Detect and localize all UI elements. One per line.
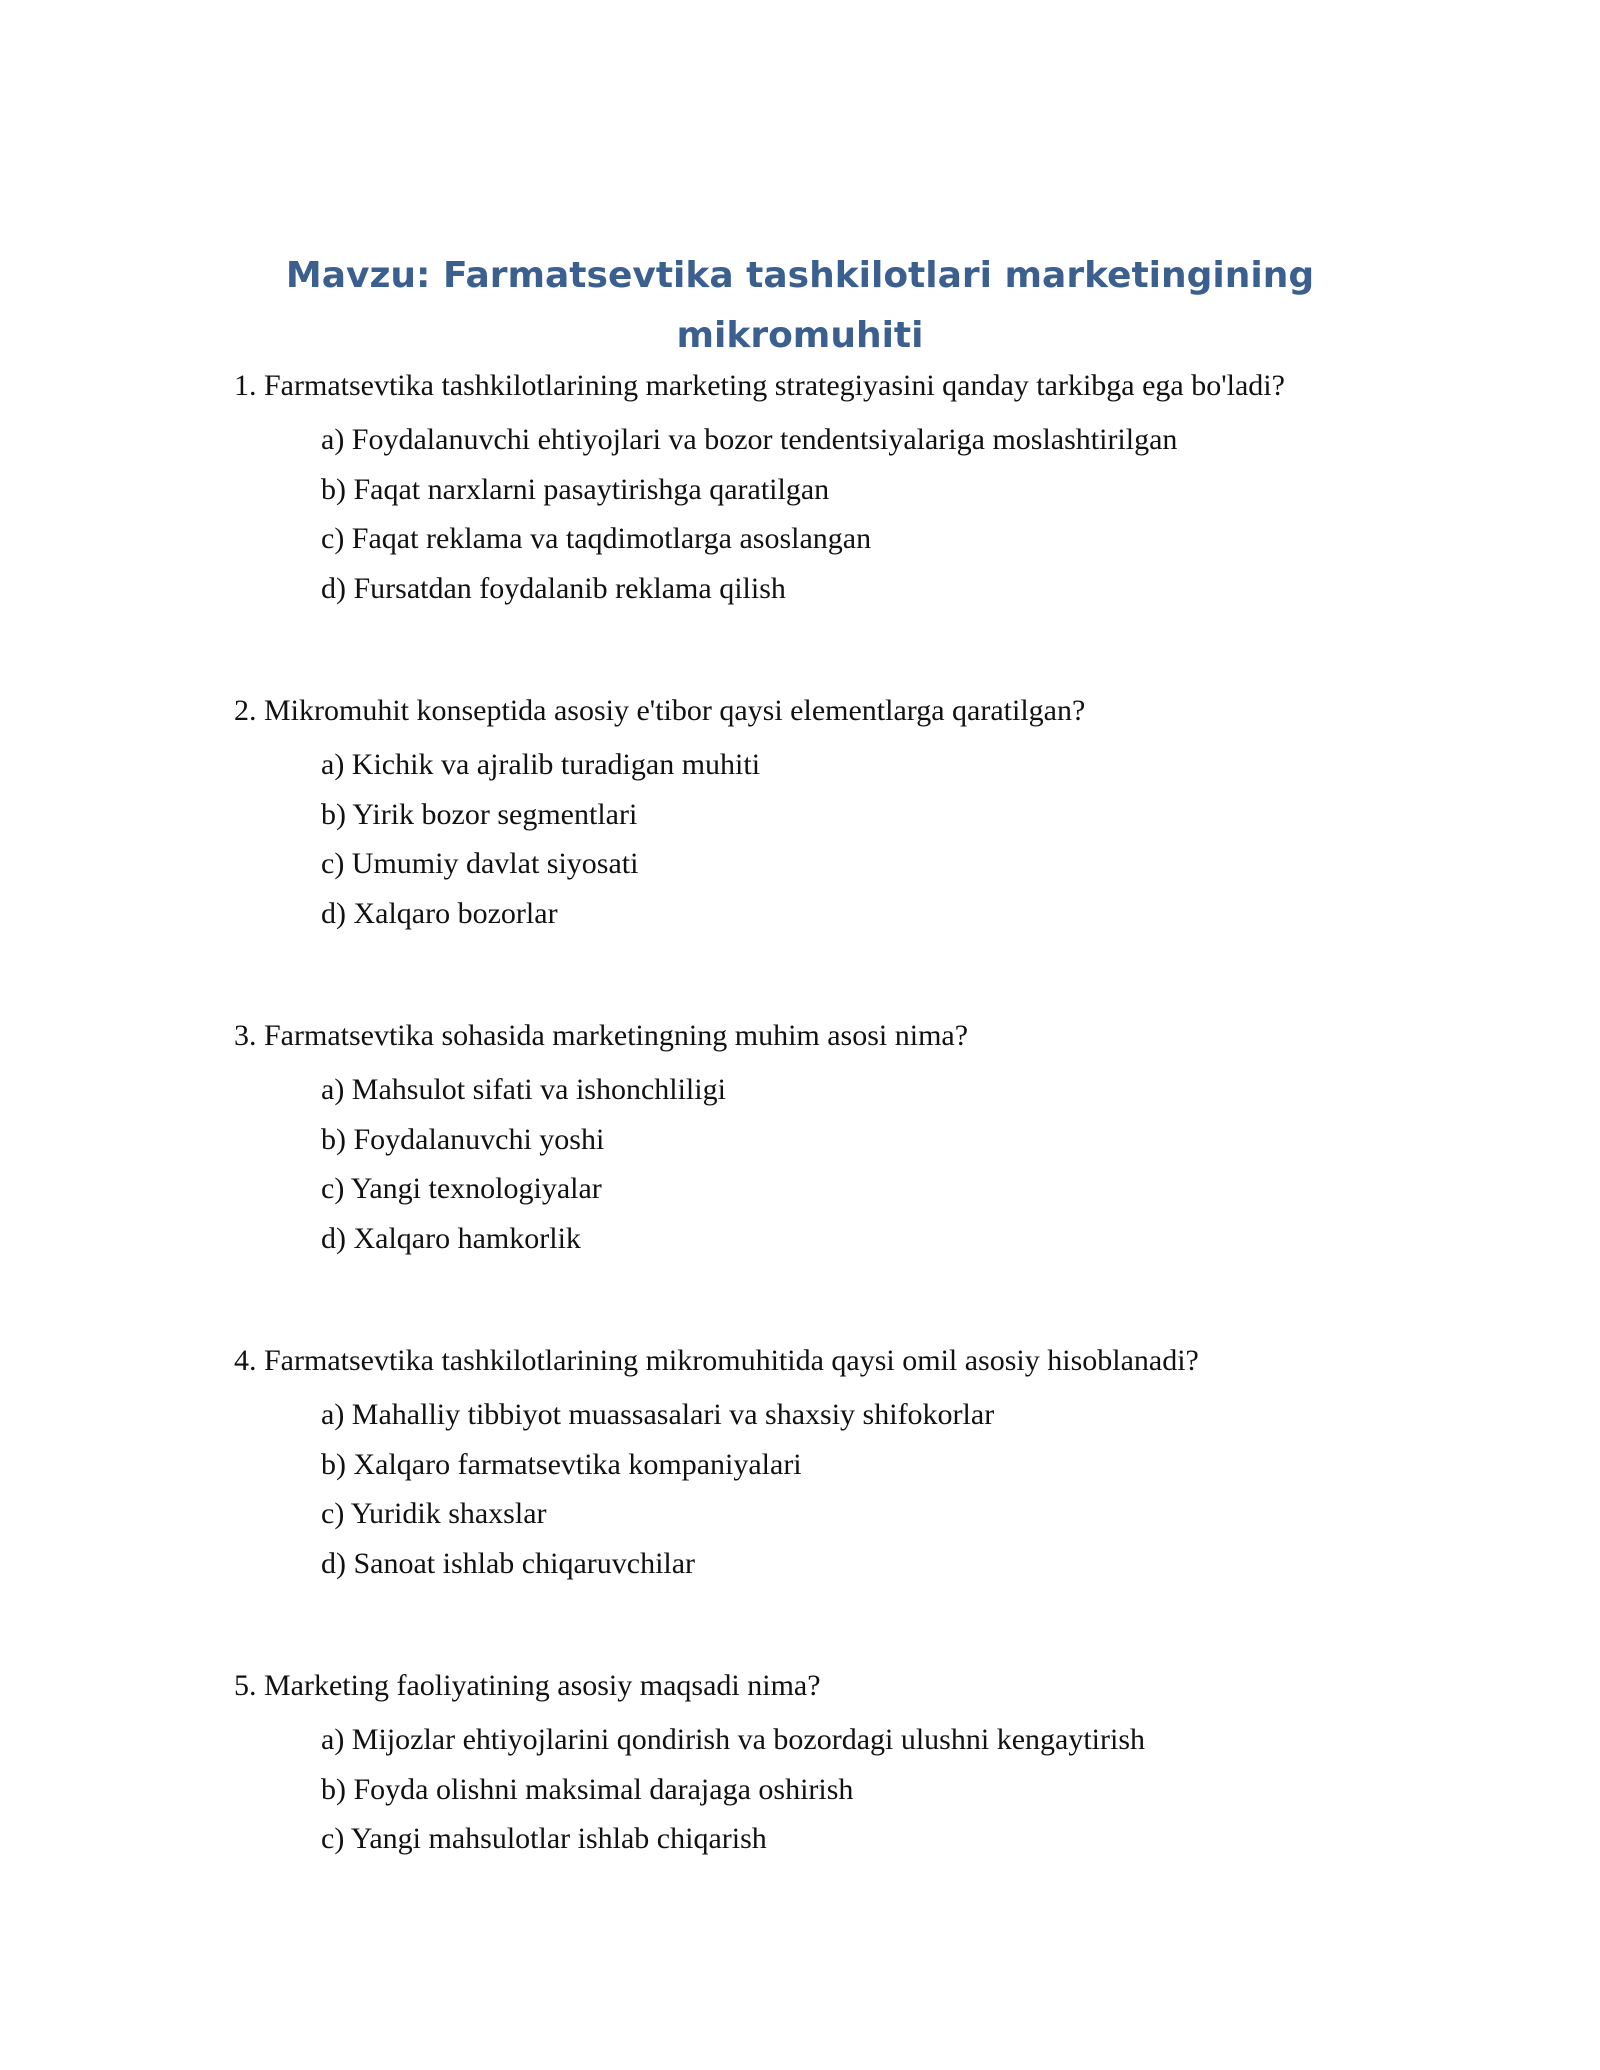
answer-option-c: c) Faqat reklama va taqdimotlarga asoslangan: [321, 522, 872, 555]
page-title: [0, 246, 1600, 366]
question-2: [234, 686, 1414, 938]
answer-option-d: d) Sanoat ishlab chiqaruvchilar: [321, 1546, 696, 1580]
question-text: 2. Mikromuhit konseptida asosiy e'tibor qaysi elementlarga qaratilgan?: [234, 694, 1086, 727]
question-5: [234, 1661, 1414, 1864]
answer-option-c: c) Umumiy davlat siyosati: [321, 847, 639, 880]
title-line-1: Mavzu: Farmatsevtika tashkilotlari marketingining: [285, 255, 1315, 296]
question-1: [234, 361, 1414, 613]
question-4: [234, 1336, 1414, 1588]
answer-option-a: a) Kichik va ajralib turadigan muhiti: [321, 748, 761, 781]
question-text: 1. Farmatsevtika tashkilotlarining marketing strategiyasini qanday tarkibga ega bo'ladi?: [234, 369, 1285, 402]
answer-option-a: a) Mahsulot sifati va ishonchliligi: [321, 1073, 726, 1106]
answer-option-c: c) Yangi texnologiyalar: [321, 1172, 602, 1205]
answer-option-d: d) Xalqaro bozorlar: [321, 896, 558, 930]
answer-option-c: c) Yuridik shaxslar: [321, 1497, 547, 1530]
answer-option-b: b) Foyda olishni maksimal darajaga oshirish: [321, 1772, 854, 1806]
answer-options: [234, 415, 1414, 613]
question-text: 4. Farmatsevtika tashkilotlarining mikromuhitida qaysi omil asosiy hisoblanadi?: [234, 1344, 1199, 1377]
question-3: [234, 1011, 1414, 1263]
answer-option-b: b) Faqat narxlarni pasaytirishga qaratilgan: [321, 472, 830, 506]
answer-options: [234, 1390, 1414, 1588]
answer-option-b: b) Yirik bozor segmentlari: [321, 797, 638, 831]
answer-option-b: b) Xalqaro farmatsevtika kompaniyalari: [321, 1447, 802, 1481]
answer-option-a: a) Foydalanuvchi ehtiyojlari va bozor tendentsiyalariga moslashtirilgan: [321, 423, 1178, 456]
answer-option-d: d) Xalqaro hamkorlik: [321, 1221, 581, 1255]
answer-options: [234, 1065, 1414, 1263]
answer-options: [234, 740, 1414, 938]
question-list: [234, 361, 1414, 1937]
answer-option-b: b) Foydalanuvchi yoshi: [321, 1122, 605, 1156]
answer-option-c: c) Yangi mahsulotlar ishlab chiqarish: [321, 1822, 767, 1855]
answer-option-d: d) Fursatdan foydalanib reklama qilish: [321, 571, 786, 605]
answer-option-a: a) Mahalliy tibbiyot muassasalari va shaxsiy shifokorlar: [321, 1398, 995, 1431]
answer-option-a: a) Mijozlar ehtiyojlarini qondirish va bozordagi ulushni kengaytirish: [321, 1723, 1145, 1756]
question-text: 5. Marketing faoliyatining asosiy maqsadi nima?: [234, 1669, 821, 1702]
question-text: 3. Farmatsevtika sohasida marketingning muhim asosi nima?: [234, 1019, 969, 1052]
title-line-2: mikromuhiti: [676, 315, 924, 356]
answer-options: [234, 1715, 1414, 1864]
